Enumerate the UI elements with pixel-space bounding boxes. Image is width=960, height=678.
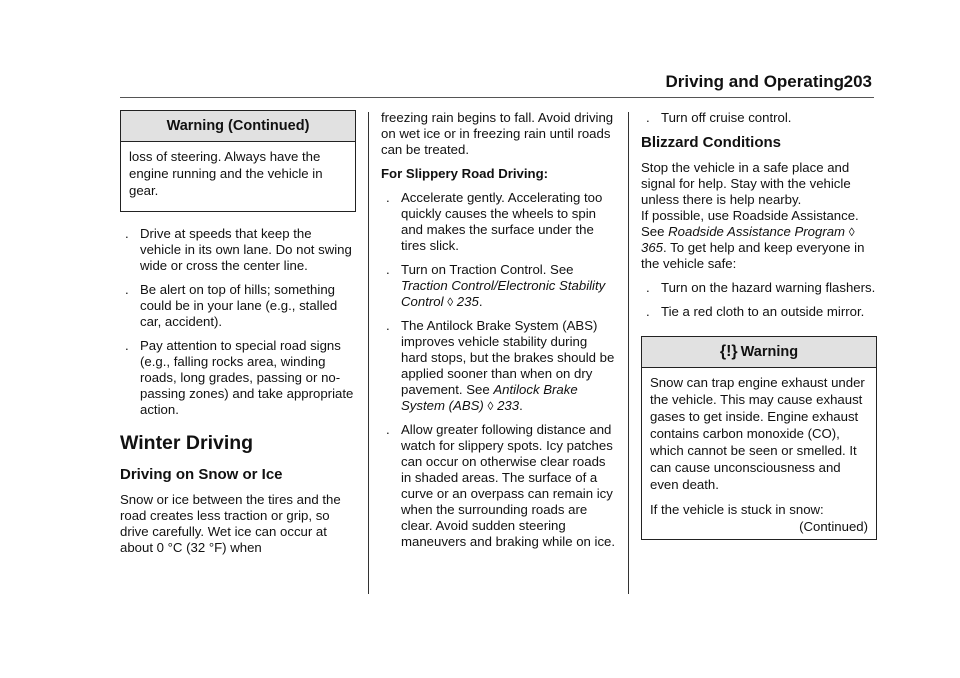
warning-text-stuck: If the vehicle is stuck in snow: — [650, 502, 824, 517]
warning-continued-title: Warning (Continued) — [121, 111, 355, 142]
section-heading-winter-driving: Winter Driving — [120, 432, 254, 454]
column-3: . Turn off cruise control. Blizzard Conditions Stop the vehicle in a safe place and signal for help. Stay with the vehicle unless there is help nearby. If possible, use Roadside Assistance. See Roadside Assistance Program ◊ 365. To get help and keep everyone in the vehicle safe: . Turn on the hazard warning flashers. . Tie a red cloth to an outside mirror. {!} Warning Snow can trap engine exhaust under the vehicle. This may cause exhaust gases to get inside. Engine exhaust contains carbon monoxide (CO), which cannot be seen or smelled. It can cause unconsciousness and even death. If the vehicle is stuck in snow: (Continued) — [641, 110, 877, 554]
warning-title: {!} Warning — [642, 337, 876, 368]
list-item: . Turn on the hazard warning flashers. — [646, 280, 876, 295]
list-item: . The Antilock Brake System (ABS) improves vehicle stability during hard stops, but the brakes should be applied sooner than when on dry pavement. See Antilock Brake System (ABS) ◊ 233. — [386, 318, 615, 413]
slippery-road-lead: For Slippery Road Driving: — [381, 166, 549, 181]
page-ref-235[interactable]: 235 — [456, 294, 479, 309]
abs-link[interactable]: Antilock Brake System (ABS) — [401, 382, 578, 413]
running-header-title: Driving and Operating — [665, 72, 844, 91]
bullet-icon: . — [646, 304, 650, 319]
list-item: . Accelerate gently. Accelerating too quickly causes the wheels to spin and makes the surface under the tires slick. — [386, 190, 603, 253]
warning-continued-box — [120, 110, 356, 212]
warning-box — [641, 336, 877, 540]
bullet-icon: . — [386, 262, 390, 277]
column-divider-1 — [368, 112, 369, 594]
page-number: 203 — [843, 72, 872, 91]
bullet-icon: . — [125, 338, 129, 353]
list-item: . Turn on Traction Control. See Traction Control/Electronic Stability Control ◊ 235. — [386, 262, 606, 309]
column-1 — [120, 110, 356, 564]
column-divider-2 — [628, 112, 629, 594]
blizzard-paragraph: Stop the vehicle in a safe place and signal for help. Stay with the vehicle unless there is help nearby. — [641, 160, 851, 207]
warning-icon: {!} — [719, 343, 738, 360]
page-ref-icon: ◊ — [487, 399, 494, 413]
freezing-rain-paragraph: freezing rain begins to fall. Avoid driving on wet ice or in freezing rain until roads can be treated. — [381, 110, 614, 157]
warning-text: Snow can trap engine exhaust under the vehicle. This may cause exhaust gases to get inside. Engine exhaust contains carbon monoxide (CO), which cannot be seen or smelled. It can cause unconsciousness and even death. — [650, 375, 865, 492]
continued-label: (Continued) — [799, 519, 868, 534]
header-rule — [120, 97, 874, 98]
bullet-icon: . — [646, 280, 650, 295]
bullet-icon: . — [125, 282, 129, 297]
bullet-icon: . — [125, 226, 129, 241]
snow-paragraph: Snow or ice between the tires and the road creates less traction or grip, so drive carefully. Wet ice can occur at about 0 °C (32 °F) when — [120, 492, 341, 555]
column-2 — [381, 110, 617, 558]
traction-control-link[interactable]: Traction Control/Electronic Stability Control — [401, 278, 606, 309]
bullet-icon: . — [386, 422, 390, 437]
page-ref-233[interactable]: 233 — [497, 398, 520, 413]
list-item: . Drive at speeds that keep the vehicle in its own lane. Do not swing wide or cross the center line. — [125, 226, 352, 273]
list-item: . Turn off cruise control. — [646, 110, 792, 125]
list-item: . Allow greater following distance and watch for slippery spots. Icy patches can occur on otherwise clear roads in shaded areas. The surface of a curve or an overpass can remain icy when the surrounding roads are clear. Avoid sudden steering maneuvers and braking while on ice. — [386, 422, 616, 549]
warning-continued-text: loss of steering. Always have the engine running and the vehicle in gear. — [129, 149, 323, 198]
roadside-assistance-link[interactable]: Roadside Assistance Program — [668, 224, 846, 239]
bullet-icon: . — [386, 318, 390, 333]
subheading-blizzard: Blizzard Conditions — [641, 134, 781, 151]
bullet-icon: . — [646, 110, 650, 125]
subheading-snow-ice: Driving on Snow or Ice — [120, 466, 283, 483]
list-item: . Tie a red cloth to an outside mirror. — [646, 304, 865, 319]
page-ref-icon: ◊ — [848, 225, 855, 239]
list-item: . Be alert on top of hills; something could be in your lane (e.g., stalled car, accident). — [125, 282, 338, 329]
bullet-icon: . — [386, 190, 390, 205]
page-ref-365[interactable]: 365 — [641, 240, 664, 255]
page-ref-icon: ◊ — [447, 295, 454, 309]
list-item: . Pay attention to special road signs (e.g., falling rocks area, winding roads, long grades, passing or no-passing zones) and take appropriate action. — [125, 338, 354, 417]
